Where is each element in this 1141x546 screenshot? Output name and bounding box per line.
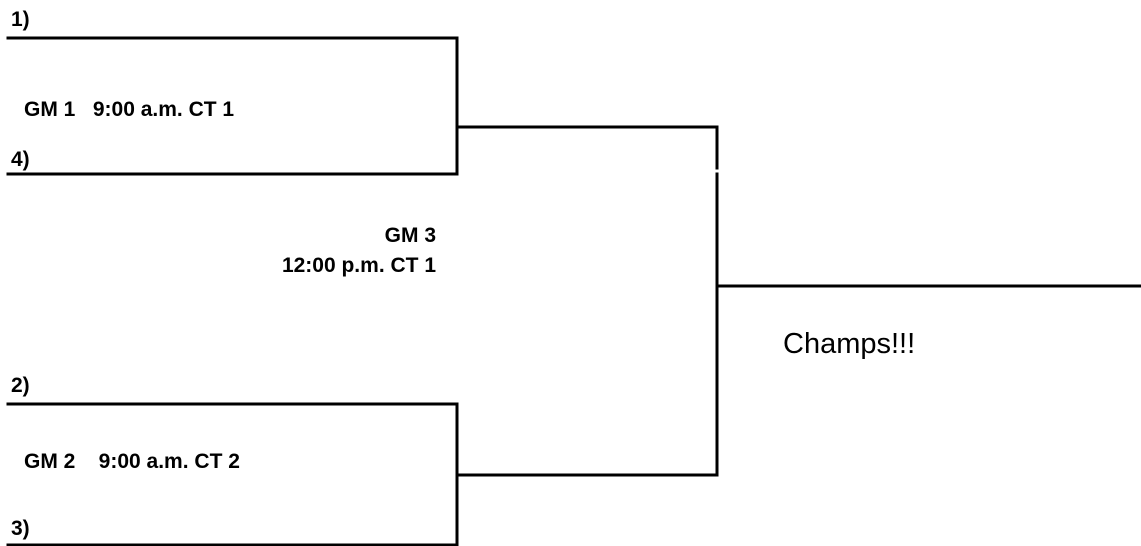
champions-label: Champs!!! <box>783 328 916 360</box>
game-3-info <box>282 225 436 285</box>
seed-2-label: 2) <box>11 374 30 397</box>
game-2-info: GM 2 9:00 a.m. CT 2 <box>24 450 240 473</box>
game-3-time: 12:00 p.m. CT 1 <box>281 254 436 277</box>
seed-1-label: 1) <box>11 8 30 31</box>
game-3-name: GM 3 <box>384 224 436 247</box>
seed-3-label: 3) <box>11 517 30 540</box>
seed-4-label: 4) <box>11 148 30 171</box>
game-1-info: GM 1 9:00 a.m. CT 1 <box>24 98 235 121</box>
